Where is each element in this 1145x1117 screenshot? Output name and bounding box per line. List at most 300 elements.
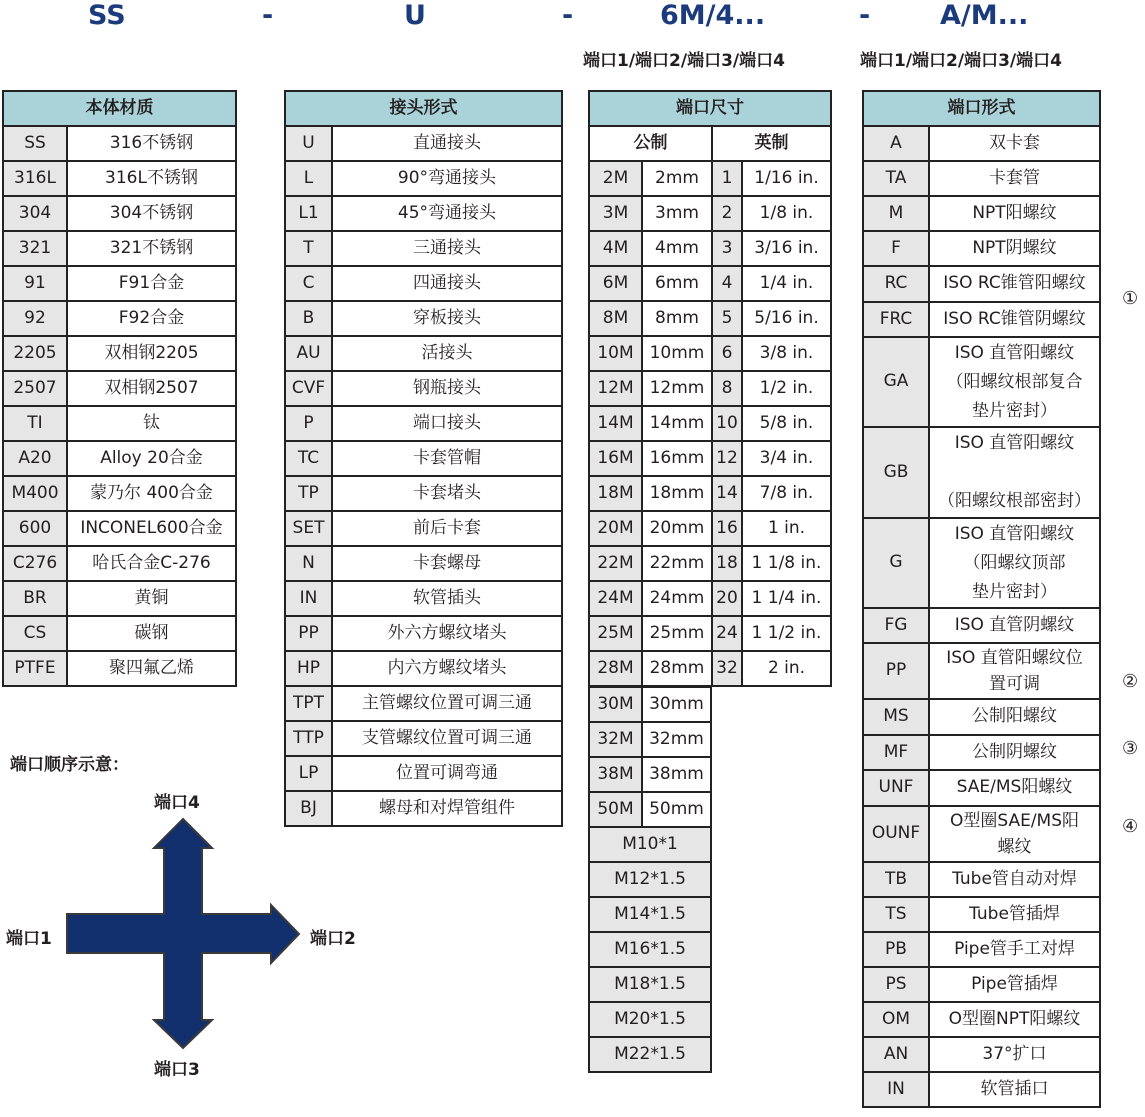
port-form-code: TS xyxy=(863,897,929,932)
material-code: 321 xyxy=(3,231,67,266)
fitting-code: C xyxy=(285,266,332,301)
table-row xyxy=(589,231,831,266)
code-separator: - xyxy=(262,0,274,31)
metric-thread-code: M20*1.5 xyxy=(589,1002,711,1037)
imperial-desc: 3/8 in. xyxy=(742,336,831,371)
footnote-marker: ② xyxy=(1122,671,1139,692)
fitting-desc: 卡套管帽 xyxy=(332,441,562,476)
table-row xyxy=(863,608,1100,643)
fitting-code: IN xyxy=(285,581,332,616)
metric-code: 22M xyxy=(589,546,642,581)
port-form-table xyxy=(862,90,1101,1108)
port-form-code: TA xyxy=(863,161,929,196)
metric-desc: 30mm xyxy=(642,687,711,722)
table-row xyxy=(3,161,236,196)
table-row xyxy=(863,518,1100,608)
material-code: 316L xyxy=(3,161,67,196)
metric-thread-code: M12*1.5 xyxy=(589,862,711,897)
port-form-code: TB xyxy=(863,862,929,897)
fitting-code: P xyxy=(285,406,332,441)
imperial-code: 20 xyxy=(712,581,742,616)
imperial-desc: 3/4 in. xyxy=(742,441,831,476)
table-row xyxy=(3,231,236,266)
table-row xyxy=(3,406,236,441)
metric-desc: 12mm xyxy=(642,371,712,406)
metric-desc: 50mm xyxy=(642,792,711,827)
table-row xyxy=(3,581,236,616)
footnote-marker: ④ xyxy=(1122,816,1139,837)
port-form-code: MF xyxy=(863,735,929,770)
imperial-code: 10 xyxy=(712,406,742,441)
code-segment: U xyxy=(404,0,426,31)
metric-code: 4M xyxy=(589,231,642,266)
imperial-code: 2 xyxy=(712,196,742,231)
metric-desc: 2mm xyxy=(642,161,712,196)
port-form-desc: NPT阳螺纹 xyxy=(929,196,1100,231)
table-row xyxy=(285,231,562,266)
fitting-desc: 三通接头 xyxy=(332,231,562,266)
port-form-code: F xyxy=(863,231,929,266)
port-form-code: G xyxy=(863,518,929,608)
table-row xyxy=(863,862,1100,897)
table-row xyxy=(589,266,831,301)
imperial-code: 14 xyxy=(712,476,742,511)
metric-code: 50M xyxy=(589,792,642,827)
fitting-desc: 90°弯通接头 xyxy=(332,161,562,196)
material-desc: INCONEL600合金 xyxy=(67,511,236,546)
port-form-desc: Pipe管手工对焊 xyxy=(929,932,1100,967)
port-form-desc: 双卡套 xyxy=(929,126,1100,161)
imperial-code: 32 xyxy=(712,651,742,686)
table-row xyxy=(863,196,1100,231)
imperial-desc: 7/8 in. xyxy=(742,476,831,511)
table-row xyxy=(863,302,1100,337)
port-form-desc: Pipe管插焊 xyxy=(929,967,1100,1002)
metric-thread-code: M22*1.5 xyxy=(589,1037,711,1072)
port-form-title: 端口形式 xyxy=(863,91,1100,126)
port-form-code: PP xyxy=(863,643,929,699)
table-row xyxy=(589,687,711,722)
metric-code: 28M xyxy=(589,651,642,686)
table-row xyxy=(589,301,831,336)
code-segment: 6M/4... xyxy=(660,0,766,31)
metric-code: 18M xyxy=(589,476,642,511)
metric-thread-code: M18*1.5 xyxy=(589,967,711,1002)
material-desc: 316不锈钢 xyxy=(67,126,236,161)
metric-code: 16M xyxy=(589,441,642,476)
table-row xyxy=(863,770,1100,806)
metric-desc: 32mm xyxy=(642,722,711,757)
metric-desc: 28mm xyxy=(642,651,712,686)
material-code: 600 xyxy=(3,511,67,546)
imperial-code: 16 xyxy=(712,511,742,546)
imperial-code: 24 xyxy=(712,616,742,651)
table-row xyxy=(589,932,711,967)
table-row xyxy=(589,581,831,616)
table-row xyxy=(589,406,831,441)
table-row xyxy=(285,651,562,686)
fitting-desc: 内六方螺纹堵头 xyxy=(332,651,562,686)
metric-desc: 22mm xyxy=(642,546,712,581)
material-code: BR xyxy=(3,581,67,616)
metric-code: 38M xyxy=(589,757,642,792)
fitting-code: T xyxy=(285,231,332,266)
imperial-desc: 1/8 in. xyxy=(742,196,831,231)
table-row xyxy=(285,476,562,511)
fitting-desc: 穿板接头 xyxy=(332,301,562,336)
imperial-desc: 5/8 in. xyxy=(742,406,831,441)
port-form-desc: ISO RC锥管阴螺纹 xyxy=(929,302,1100,337)
fitting-code: L1 xyxy=(285,196,332,231)
port-size-title: 端口尺寸 xyxy=(589,91,831,126)
fitting-desc: 活接头 xyxy=(332,336,562,371)
metric-desc: 24mm xyxy=(642,581,712,616)
port-form-code: UNF xyxy=(863,770,929,806)
table-row xyxy=(589,196,831,231)
metric-thread-code: M14*1.5 xyxy=(589,897,711,932)
port-form-code: A xyxy=(863,126,929,161)
port-form-desc: O型圈SAE/MS阳 螺纹 xyxy=(929,806,1100,862)
metric-code: 32M xyxy=(589,722,642,757)
metric-code: 2M xyxy=(589,161,642,196)
material-desc: 蒙乃尔 400合金 xyxy=(67,476,236,511)
table-row xyxy=(589,1002,711,1037)
imperial-desc: 1 in. xyxy=(742,511,831,546)
port-form-desc: O型圈NPT阳螺纹 xyxy=(929,1002,1100,1037)
fitting-desc: 主管螺纹位置可调三通 xyxy=(332,686,562,721)
metric-code: 25M xyxy=(589,616,642,651)
port-form-desc: ISO 直管阴螺纹 xyxy=(929,608,1100,643)
table-row xyxy=(285,616,562,651)
material-code: 92 xyxy=(3,301,67,336)
metric-desc: 25mm xyxy=(642,616,712,651)
port-form-desc: SAE/MS阳螺纹 xyxy=(929,770,1100,806)
port-form-code: FG xyxy=(863,608,929,643)
port-form-desc: 公制阴螺纹 xyxy=(929,735,1100,770)
table-row xyxy=(589,511,831,546)
port-form-desc: 37°扩口 xyxy=(929,1037,1100,1072)
imperial-code: 8 xyxy=(712,371,742,406)
table-row xyxy=(3,441,236,476)
table-row xyxy=(863,1002,1100,1037)
table-row xyxy=(589,546,831,581)
imperial-code: 5 xyxy=(712,301,742,336)
port-form-desc: Tube管自动对焊 xyxy=(929,862,1100,897)
table-row xyxy=(589,616,831,651)
table-row xyxy=(3,511,236,546)
fitting-desc: 卡套堵头 xyxy=(332,476,562,511)
imperial-desc: 1/4 in. xyxy=(742,266,831,301)
imperial-desc: 1 1/8 in. xyxy=(742,546,831,581)
port-form-code: GB xyxy=(863,427,929,518)
metric-header: 公制 xyxy=(589,126,712,161)
fitting-code: PP xyxy=(285,616,332,651)
imperial-code: 6 xyxy=(712,336,742,371)
metric-code: 6M xyxy=(589,266,642,301)
metric-thread-code: M16*1.5 xyxy=(589,932,711,967)
port-form-code: M xyxy=(863,196,929,231)
table-row xyxy=(285,581,562,616)
fitting-code: BJ xyxy=(285,791,332,826)
metric-code: 24M xyxy=(589,581,642,616)
table-row xyxy=(3,546,236,581)
imperial-desc: 1/16 in. xyxy=(742,161,831,196)
fitting-desc: 位置可调弯通 xyxy=(332,756,562,791)
material-desc: 304不锈钢 xyxy=(67,196,236,231)
port-form-code: OM xyxy=(863,1002,929,1037)
table-row xyxy=(3,476,236,511)
fitting-desc: 45°弯通接头 xyxy=(332,196,562,231)
table-row xyxy=(589,967,711,1002)
material-desc: 钛 xyxy=(67,406,236,441)
material-code: 91 xyxy=(3,266,67,301)
imperial-code: 4 xyxy=(712,266,742,301)
table-row xyxy=(3,266,236,301)
code-separator: - xyxy=(859,0,871,31)
table-row xyxy=(589,336,831,371)
fitting-desc: 钢瓶接头 xyxy=(332,371,562,406)
code-segment: SS xyxy=(88,0,126,31)
material-desc: 哈氏合金C-276 xyxy=(67,546,236,581)
port-form-desc: NPT阴螺纹 xyxy=(929,231,1100,266)
table-row xyxy=(863,806,1100,862)
port-form-desc: Tube管插焊 xyxy=(929,897,1100,932)
fitting-desc: 外六方螺纹堵头 xyxy=(332,616,562,651)
material-code: PTFE xyxy=(3,651,67,686)
fitting-desc: 前后卡套 xyxy=(332,511,562,546)
table-row xyxy=(863,643,1100,699)
port-diagram-title: 端口顺序示意： xyxy=(10,755,129,775)
table-row xyxy=(863,337,1100,427)
material-code: 304 xyxy=(3,196,67,231)
table-row xyxy=(863,735,1100,770)
table-row xyxy=(589,476,831,511)
fitting-code: TPT xyxy=(285,686,332,721)
table-row xyxy=(589,441,831,476)
port-form-code: PB xyxy=(863,932,929,967)
port-size-metric-extension-table xyxy=(588,686,712,1073)
port-form-code: IN xyxy=(863,1072,929,1107)
imperial-desc: 2 in. xyxy=(742,651,831,686)
imperial-header: 英制 xyxy=(712,126,831,161)
table-row xyxy=(285,161,562,196)
port-3-label: 端口3 xyxy=(154,1060,200,1080)
fitting-desc: 螺母和对焊管组件 xyxy=(332,791,562,826)
code-segment: A/M... xyxy=(940,0,1029,31)
port-form-code: AN xyxy=(863,1037,929,1072)
fitting-code: TP xyxy=(285,476,332,511)
table-row xyxy=(285,126,562,161)
port-1-label: 端口1 xyxy=(6,929,52,949)
port-form-order-label: 端口1/端口2/端口3/端口4 xyxy=(860,51,1062,71)
port-form-code: GA xyxy=(863,337,929,427)
table-row xyxy=(863,266,1100,302)
material-desc: 双相钢2205 xyxy=(67,336,236,371)
fitting-code: LP xyxy=(285,756,332,791)
metric-desc: 4mm xyxy=(642,231,712,266)
port-form-code: FRC xyxy=(863,302,929,337)
port-size-order-label: 端口1/端口2/端口3/端口4 xyxy=(583,51,785,71)
fitting-desc: 软管插头 xyxy=(332,581,562,616)
fitting-code: TTP xyxy=(285,721,332,756)
table-row xyxy=(285,686,562,721)
port-form-desc: ISO RC锥管阳螺纹 xyxy=(929,266,1100,302)
material-desc: 黄铜 xyxy=(67,581,236,616)
fitting-code: N xyxy=(285,546,332,581)
table-row xyxy=(285,266,562,301)
footnote-marker: ① xyxy=(1122,288,1139,309)
table-row xyxy=(863,897,1100,932)
port-2-label: 端口2 xyxy=(310,929,356,949)
table-row xyxy=(863,1037,1100,1072)
material-code: M400 xyxy=(3,476,67,511)
table-row xyxy=(3,196,236,231)
port-form-desc: ISO 直管阳螺纹 （阳螺纹根部复合 垫片密封） xyxy=(929,337,1100,427)
material-desc: 316L不锈钢 xyxy=(67,161,236,196)
fitting-code: SET xyxy=(285,511,332,546)
imperial-desc: 1 1/4 in. xyxy=(742,581,831,616)
table-row xyxy=(285,196,562,231)
material-code: CS xyxy=(3,616,67,651)
table-row xyxy=(863,427,1100,518)
imperial-desc: 1 1/2 in. xyxy=(742,616,831,651)
metric-code: 8M xyxy=(589,301,642,336)
imperial-code: 12 xyxy=(712,441,742,476)
metric-code: 20M xyxy=(589,511,642,546)
fitting-code: AU xyxy=(285,336,332,371)
port-form-code: MS xyxy=(863,699,929,735)
fitting-type-table xyxy=(284,90,563,827)
table-row xyxy=(589,1037,711,1072)
port-form-desc: ISO 直管阳螺纹 （阳螺纹根部密封） xyxy=(929,427,1100,518)
metric-desc: 16mm xyxy=(642,441,712,476)
fitting-code: TC xyxy=(285,441,332,476)
material-desc: 碳钢 xyxy=(67,616,236,651)
table-row xyxy=(3,126,236,161)
fitting-desc: 卡套螺母 xyxy=(332,546,562,581)
metric-code: 14M xyxy=(589,406,642,441)
port-form-desc: 卡套管 xyxy=(929,161,1100,196)
fitting-code: B xyxy=(285,301,332,336)
metric-desc: 14mm xyxy=(642,406,712,441)
material-desc: F91合金 xyxy=(67,266,236,301)
table-row xyxy=(589,757,711,792)
table-row xyxy=(285,336,562,371)
fitting-desc: 四通接头 xyxy=(332,266,562,301)
imperial-code: 3 xyxy=(712,231,742,266)
body-material-table xyxy=(2,90,237,687)
metric-code: 10M xyxy=(589,336,642,371)
port-4-label: 端口4 xyxy=(154,793,200,813)
table-row xyxy=(863,932,1100,967)
table-row xyxy=(285,301,562,336)
metric-thread-code: M10*1 xyxy=(589,827,711,862)
port-form-desc: ISO 直管阳螺纹 （阳螺纹顶部 垫片密封） xyxy=(929,518,1100,608)
table-row xyxy=(3,336,236,371)
port-form-desc: 软管插口 xyxy=(929,1072,1100,1107)
port-form-code: PS xyxy=(863,967,929,1002)
fitting-type-title: 接头形式 xyxy=(285,91,562,126)
table-row xyxy=(863,231,1100,266)
table-row xyxy=(589,651,831,686)
fitting-code: CVF xyxy=(285,371,332,406)
imperial-desc: 5/16 in. xyxy=(742,301,831,336)
table-row xyxy=(3,301,236,336)
fitting-desc: 直通接头 xyxy=(332,126,562,161)
metric-desc: 38mm xyxy=(642,757,711,792)
table-row xyxy=(863,699,1100,735)
imperial-desc: 3/16 in. xyxy=(742,231,831,266)
table-row xyxy=(863,161,1100,196)
table-row xyxy=(285,406,562,441)
table-row xyxy=(589,792,711,827)
metric-desc: 8mm xyxy=(642,301,712,336)
port-form-desc: 公制阳螺纹 xyxy=(929,699,1100,735)
table-row xyxy=(589,862,711,897)
table-row xyxy=(3,616,236,651)
imperial-desc: 1/2 in. xyxy=(742,371,831,406)
material-code: 2507 xyxy=(3,371,67,406)
material-desc: F92合金 xyxy=(67,301,236,336)
table-row xyxy=(3,651,236,686)
table-row xyxy=(589,722,711,757)
port-size-table xyxy=(588,90,832,687)
metric-desc: 3mm xyxy=(642,196,712,231)
table-row xyxy=(589,827,711,862)
metric-desc: 10mm xyxy=(642,336,712,371)
table-row xyxy=(589,897,711,932)
table-row xyxy=(285,441,562,476)
table-row xyxy=(589,371,831,406)
table-row xyxy=(285,371,562,406)
table-row xyxy=(3,371,236,406)
metric-desc: 20mm xyxy=(642,511,712,546)
table-row xyxy=(285,511,562,546)
fitting-code: U xyxy=(285,126,332,161)
table-row xyxy=(589,161,831,196)
port-form-desc: ISO 直管阳螺纹位 置可调 xyxy=(929,643,1100,699)
material-code: C276 xyxy=(3,546,67,581)
material-desc: 双相钢2507 xyxy=(67,371,236,406)
table-row xyxy=(863,1072,1100,1107)
imperial-code: 18 xyxy=(712,546,742,581)
metric-desc: 18mm xyxy=(642,476,712,511)
material-desc: Alloy 20合金 xyxy=(67,441,236,476)
material-code: A20 xyxy=(3,441,67,476)
metric-code: 30M xyxy=(589,687,642,722)
metric-code: 3M xyxy=(589,196,642,231)
metric-desc: 6mm xyxy=(642,266,712,301)
body-material-title: 本体材质 xyxy=(3,91,236,126)
footnote-marker: ③ xyxy=(1122,738,1139,759)
material-desc: 321不锈钢 xyxy=(67,231,236,266)
material-code: 2205 xyxy=(3,336,67,371)
material-desc: 聚四氟乙烯 xyxy=(67,651,236,686)
fitting-desc: 端口接头 xyxy=(332,406,562,441)
table-row xyxy=(863,967,1100,1002)
material-code: SS xyxy=(3,126,67,161)
table-row xyxy=(285,546,562,581)
table-row xyxy=(863,126,1100,161)
code-separator: - xyxy=(562,0,574,31)
imperial-code: 1 xyxy=(712,161,742,196)
fitting-desc: 支管螺纹位置可调三通 xyxy=(332,721,562,756)
material-code: TI xyxy=(3,406,67,441)
port-form-code: OUNF xyxy=(863,806,929,862)
fitting-code: L xyxy=(285,161,332,196)
port-form-code: RC xyxy=(863,266,929,302)
metric-code: 12M xyxy=(589,371,642,406)
